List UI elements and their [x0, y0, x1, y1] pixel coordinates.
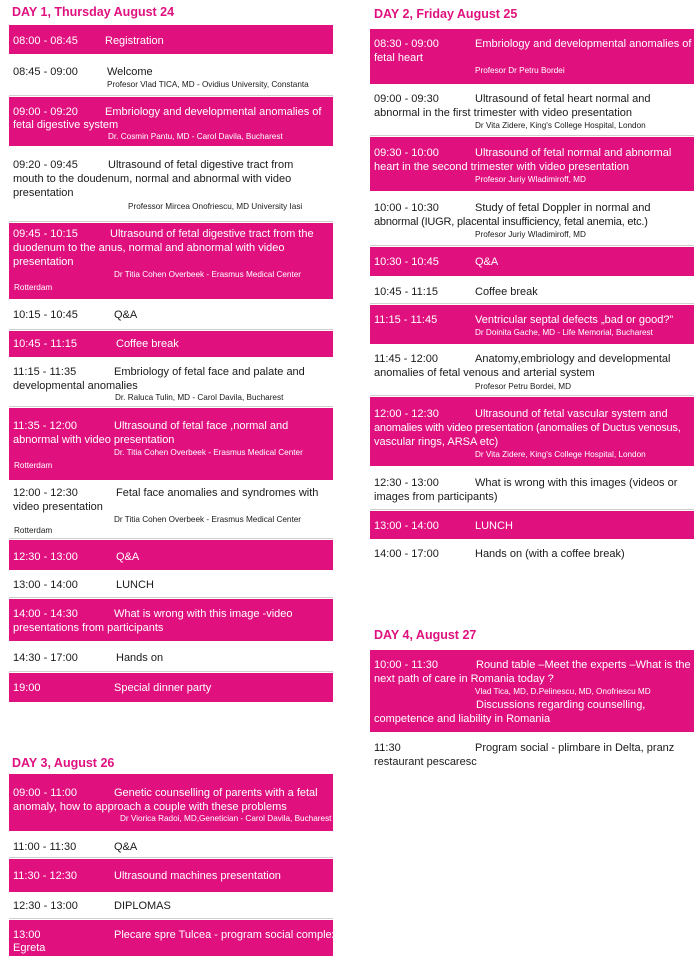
day2-row-11: 13:00 - 14:00 LUNCH — [370, 511, 694, 540]
day1-row-8: 11:15 - 11:35 Embriology of fetal face and palate and developmental anomalies Dr. Raluca Tulin, MD - Carol Davila, Bucharest — [9, 359, 333, 407]
day1-row-12: 13:00 - 14:00 LUNCH — [9, 572, 333, 598]
day4-row-1: 10:00 - 11:30 Round table –Meet the experts –What is the next path of care in Romania today ? Vlad Tica, MD, D.Pelinescu, MD, Onofriescu MD Discussions regarding counselling, competence and liability in Romania — [370, 650, 694, 733]
day1-row-4: 09:20 - 09:45 Ultrasound of fetal digestive tract from mouth to the doudenum, normal and abnormal with video presentation Professor Mircea Onofriescu, MD University Iasi — [9, 148, 333, 222]
day1-row-7: 10:45 - 11:15 Coffee break — [9, 331, 333, 358]
day1-row-9: 11:35 - 12:00 Ultrasound of fetal face ,normal and abnormal with video presentation Dr. Titia Cohen Overbeek - Erasmus Medical Center Rotterdam — [9, 408, 333, 481]
day2-heading: DAY 2, Friday August 25 — [374, 7, 518, 21]
day2-row-9: 12:00 - 12:30 Ultrasound of fetal vascular system and anomalies with video presentation (anomalies of Ductus venosus, vascular rings, ARSA etc) Dr Vita Zidere, King's College Hospital, London — [370, 397, 694, 467]
day3-heading: DAY 3, August 26 — [12, 756, 115, 770]
day1-row-2: 08:45 - 09:00 Welcome Profesor Vlad TICA, MD - Ovidius University, Constanta — [9, 56, 333, 96]
day2-row-7: 11:15 - 11:45 Ventricular septal defects „bad or good?” Dr Doinita Gache, MD - Life Memorial, Bucharest — [370, 305, 694, 345]
day4-heading: DAY 4, August 27 — [374, 628, 477, 642]
day2-row-5: 10:30 - 10:45 Q&A — [370, 247, 694, 277]
day1-heading: DAY 1, Thursday August 24 — [12, 5, 175, 19]
day2-row-2: 09:00 - 09:30 Ultrasound of fetal heart normal and abnormal in the first trimester with video presentation Dr Vita Zidere, King's College Hospital, London — [370, 86, 694, 136]
day1-row-3: 09:00 - 09:20 Embriology and developmental anomalies of fetal digestive system Dr. Cosmin Pantu, MD - Carol Davila, Bucharest — [9, 97, 333, 147]
day2-row-10: 12:30 - 13:00 What is wrong with this images (videos or images from participants) — [370, 468, 694, 510]
day3-row-2: 11:00 - 11:30 Q&A — [9, 833, 333, 858]
day2-row-3: 09:30 - 10:00 Ultrasound of fetal normal and abnormal heart in the second trimester with video presentation Profesor Juriy Wladimiroff, MD — [370, 137, 694, 192]
day2-row-6: 10:45 - 11:15 Coffee break — [370, 278, 694, 304]
day1-row-15: 19:00 Special dinner party — [9, 673, 333, 703]
day2-row-12: 14:00 - 17:00 Hands on (with a coffee break) — [374, 548, 625, 560]
day3-row-1: 09:00 - 11:00 Genetic counselling of parents with a fetal anomaly, how to approach a couple with these problems Dr Viorica Radoi, MD,Genetician - Carol Davila, Bucharest — [9, 774, 333, 832]
day4-row-2: 11:30 Program social - plimbare in Delta, pranz restaurant pescaresc — [374, 742, 675, 768]
day1-row-14: 14:30 - 17:00 Hands on — [9, 643, 333, 672]
day1-row-10: 12:00 - 12:30 Fetal face anomalies and syndromes with video presentation Dr Titia Cohen Overbeek - Erasmus Medical Center Rotterdam — [9, 482, 333, 539]
day2-row-1: 08:30 - 09:00 Embriology and developmental anomalies of fetal heart Profesor Dr Petru Bordei — [370, 29, 694, 85]
day3-row-5: 13:00 Plecare spre Tulcea - program social complex Egreta — [9, 920, 333, 957]
day1-row-1: 08:00 - 08:45 Registration — [9, 25, 333, 55]
day2-row-8: 11:45 - 12:00 Anatomy,embriology and developmental anomalies of fetal venous and arterial system Profesor Petru Bordei, MD — [370, 346, 694, 396]
day1-row-11: 12:30 - 13:00 Q&A — [9, 540, 333, 571]
day1-row-5: 09:45 - 10:15 Ultrasound of fetal digestive tract from the duodenum to the anus, normal and abnormal with video presentation Dr Titia Cohen Overbeek - Erasmus Medical Center Rotterdam — [9, 223, 333, 300]
day2-row-4: 10:00 - 10:30 Study of fetal Doppler in normal and abnormal (IUGR, placental insufficiency, fetal anemia, etc.) Profesor Juriy Wladimiroff, MD — [370, 193, 694, 246]
day1-row-13: 14:00 - 14:30 What is wrong with this image -video presentations from participants — [9, 599, 333, 642]
day1-row-6: 10:15 - 10:45 Q&A — [9, 301, 333, 330]
day3-row-4: 12:30 - 13:00 DIPLOMAS — [9, 894, 333, 919]
day3-row-3: 11:30 - 12:30 Ultrasound machines presentation — [9, 859, 333, 893]
